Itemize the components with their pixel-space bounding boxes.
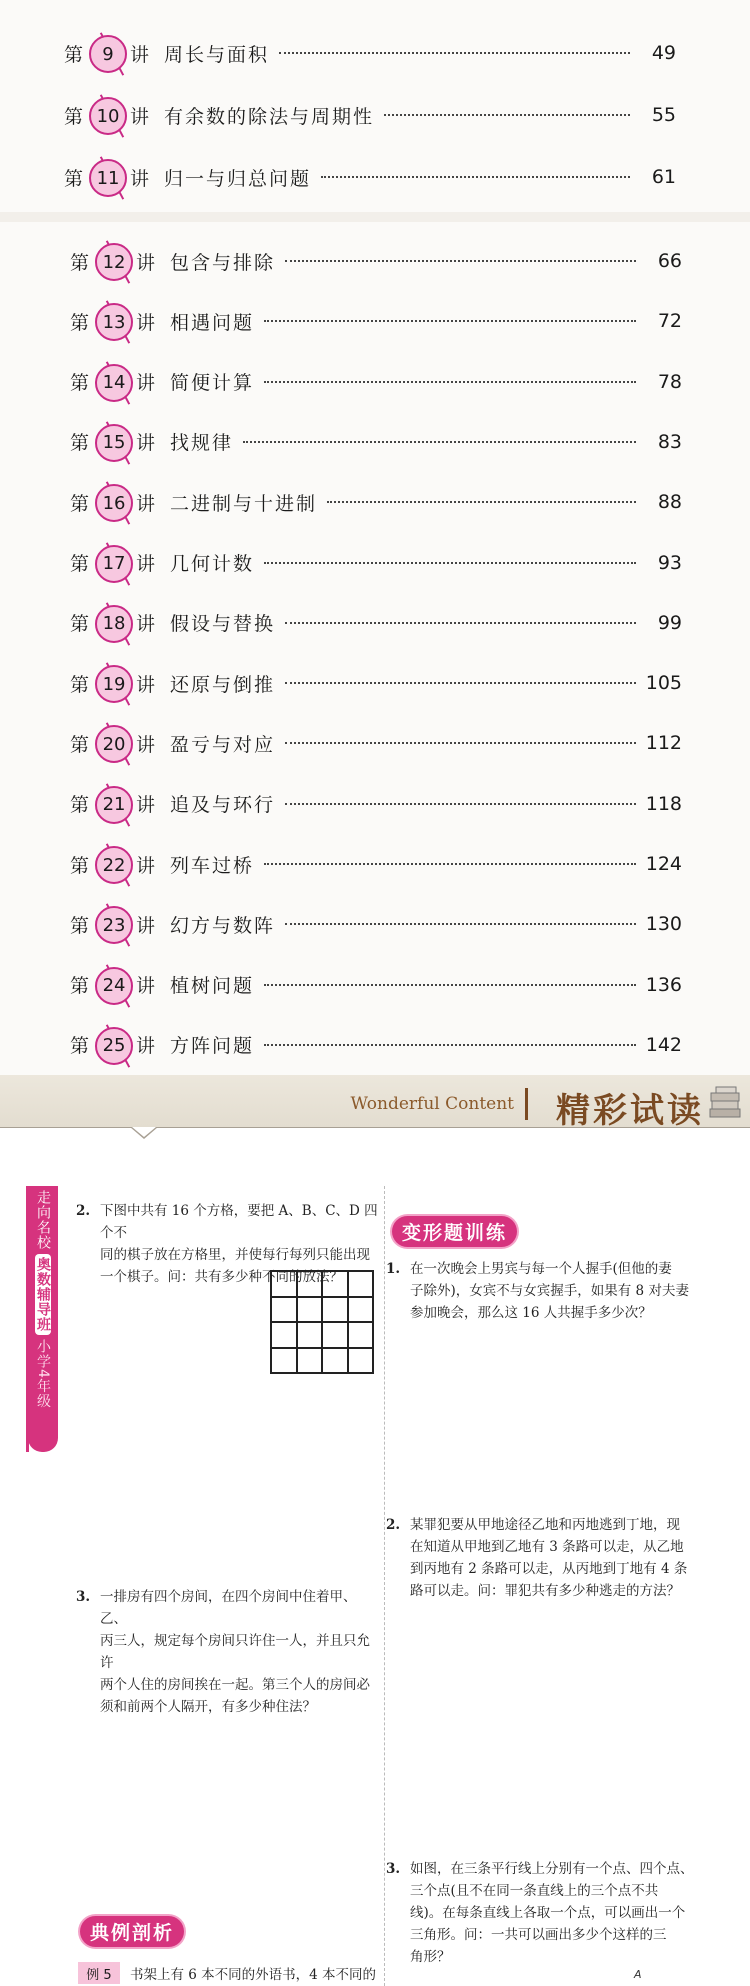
lecture-number: 18: [95, 605, 133, 643]
lecture-prefix: 第: [64, 105, 85, 128]
toc-entry: [64, 157, 676, 197]
page-number: 88: [657, 491, 682, 514]
lecture-title: 有余数的除法与周期性: [164, 105, 375, 128]
lecture-prefix: 第: [70, 553, 91, 575]
page-number: 72: [657, 310, 682, 333]
lecture-suffix: 讲: [130, 43, 151, 66]
figure-point-label: A: [634, 1968, 642, 1981]
lecture-number-badge: [93, 422, 133, 462]
lecture-title: 归一与归总问题: [164, 167, 312, 190]
lecture-number: 17: [95, 545, 133, 583]
lecture-suffix: 讲: [130, 105, 151, 128]
side-tab-grade: 小学4年级: [35, 1339, 51, 1409]
lecture-number: 16: [95, 484, 133, 522]
question-number: 3.: [76, 1589, 91, 1605]
page-number: 61: [651, 166, 676, 188]
lecture-prefix: 第: [70, 1035, 91, 1058]
leader-dots: [279, 52, 630, 54]
question-line: 到丙地有 2 条路可以走，从丙地到丁地有 4 条: [410, 1561, 688, 1577]
question-line: 丙三人，规定每个房间只许住一人，并且只允许: [100, 1633, 370, 1671]
lecture-number-badge: [87, 157, 127, 197]
leader-dots: [264, 863, 636, 865]
leader-dots: [285, 742, 636, 744]
lecture-number: 24: [95, 967, 133, 1005]
lecture-suffix: 讲: [136, 251, 157, 274]
lecture-number: 23: [95, 906, 133, 944]
leader-dots: [264, 984, 636, 986]
page-number: 66: [657, 250, 682, 272]
lecture-prefix: 第: [70, 914, 91, 937]
lecture-prefix: 第: [70, 311, 91, 334]
lecture-number: 10: [89, 97, 127, 135]
lecture-number-badge: [93, 241, 133, 281]
lecture-suffix: 讲: [136, 1035, 157, 1058]
lecture-suffix: 讲: [136, 311, 157, 334]
lecture-suffix: 讲: [136, 432, 157, 455]
lecture-prefix: 第: [70, 794, 91, 817]
question-number: 1.: [386, 1261, 401, 1277]
question-right-1: [386, 1258, 700, 1324]
leader-dots: [264, 381, 636, 383]
lecture-suffix: 讲: [136, 854, 157, 877]
lecture-number: 12: [95, 243, 133, 281]
lecture-prefix: 第: [70, 613, 91, 636]
example-label: 例 5: [78, 1962, 120, 1984]
lecture-prefix: 第: [64, 43, 85, 66]
banner-pointer-inner: [132, 1127, 156, 1137]
page-number: 142: [645, 1033, 682, 1056]
wonderful-content-banner: [0, 1075, 750, 1131]
lecture-prefix: 第: [70, 492, 91, 515]
question-line: 三个点(且不在同一条直线上的三个点不共: [410, 1883, 659, 1899]
question-line: 如图，在三条平行线上分别有一个点、四个点、: [410, 1861, 694, 1877]
toc-entry: [70, 1025, 682, 1065]
page-number: 99: [657, 611, 682, 634]
question-line: 角形？: [410, 1949, 451, 1965]
lecture-suffix: 讲: [136, 553, 157, 575]
lecture-prefix: 第: [70, 251, 91, 274]
lecture-title: 简便计算: [170, 372, 255, 395]
lecture-prefix: 第: [70, 432, 91, 455]
question-line: 在一次晚会上男宾与每一个人握手(但他的妻: [410, 1261, 672, 1277]
lecture-suffix: 讲: [136, 673, 157, 696]
question-number: 2.: [386, 1517, 401, 1533]
page-number: 55: [651, 104, 676, 126]
lecture-prefix: 第: [70, 733, 91, 756]
question-line: 在知道从甲地到乙地有 3 条路可以走，从乙地: [410, 1539, 684, 1555]
lecture-suffix: 讲: [136, 372, 157, 395]
question-right-3: [386, 1858, 700, 1968]
toc-divider: [0, 212, 750, 222]
toc-entry: [70, 844, 682, 884]
lecture-title: 幻方与数阵: [170, 914, 276, 937]
banner-english-title: Wonderful Content: [350, 1094, 514, 1114]
lecture-number: 11: [89, 159, 127, 197]
toc-entry: [70, 904, 682, 944]
lecture-suffix: 讲: [136, 492, 157, 515]
lecture-number-badge: [93, 482, 133, 522]
toc-entry: [70, 482, 682, 522]
question-line: 下图中共有 16 个方格，要把 A、B、C、D 四个不: [100, 1203, 378, 1241]
lecture-number-badge: [87, 33, 127, 73]
page-number: 124: [645, 853, 682, 875]
four-by-four-grid: [270, 1270, 374, 1374]
lecture-number: 14: [95, 364, 133, 402]
toc-entry: [70, 663, 682, 703]
toc-entry: [70, 301, 682, 341]
lecture-suffix: 讲: [136, 914, 157, 937]
question-line: 线)。在每条直线上各取一个点，可以画出一个: [410, 1905, 686, 1921]
lecture-title: 列车过桥: [170, 854, 255, 877]
toc-entry: [64, 95, 676, 135]
question-line: 参加晚会，那么这 16 人共握手多少次？: [410, 1305, 652, 1321]
lecture-number-badge: [93, 603, 133, 643]
toc-entry: [70, 422, 682, 462]
page-number: 83: [657, 430, 682, 453]
question-line: 两个人住的房间挨在一起。第三个人的房间必: [100, 1677, 370, 1693]
lecture-number-badge: [93, 965, 133, 1005]
lecture-suffix: 讲: [130, 167, 151, 190]
page-number: 78: [657, 370, 682, 393]
books-icon: [708, 1085, 742, 1121]
lecture-number: 22: [95, 846, 133, 884]
toc-entry: [70, 723, 682, 763]
lecture-number: 19: [95, 665, 133, 703]
typical-example-heading: 典例剖析: [80, 1916, 184, 1947]
question-line: 一排房有四个房间，在四个房间中住着甲、乙、: [100, 1589, 357, 1627]
question-line: 路可以走。问：罪犯共有多少种逃走的方法？: [410, 1583, 680, 1599]
lecture-title: 包含与排除: [170, 251, 276, 274]
lecture-number-badge: [93, 543, 133, 583]
question-line: 子除外)，女宾不与女宾握手，如果有 8 对夫妻: [410, 1283, 689, 1299]
leader-dots: [285, 923, 636, 925]
page-number: 112: [645, 732, 682, 755]
question-line: 一个棋子。问：共有多少种不同的放法？: [100, 1269, 343, 1285]
lecture-number: 9: [89, 35, 127, 73]
lecture-suffix: 讲: [136, 733, 157, 756]
page-number: 49: [651, 42, 676, 64]
side-tab-school: 走向名校: [35, 1190, 51, 1250]
page-number: 136: [645, 973, 682, 996]
toc-entry: [70, 603, 682, 643]
leader-dots: [285, 682, 636, 684]
page-number: 93: [657, 551, 682, 574]
lecture-title: 假设与替换: [170, 613, 276, 636]
series-side-tab: [28, 1186, 58, 1452]
leader-dots: [264, 1044, 636, 1046]
variant-training-heading: 变形题训练: [392, 1216, 517, 1247]
lecture-number: 25: [95, 1027, 133, 1065]
lecture-title: 相遇问题: [170, 311, 255, 334]
lecture-number-badge: [93, 301, 133, 341]
leader-dots: [321, 176, 630, 178]
lecture-prefix: 第: [64, 167, 85, 190]
lecture-number: 13: [95, 303, 133, 341]
banner-separator: [525, 1088, 528, 1120]
question-line: 同的棋子放在方格里，并使每行每列只能出现: [100, 1247, 370, 1263]
leader-dots: [327, 501, 636, 503]
question-right-2: [386, 1514, 700, 1602]
banner-chinese-title: 精彩试读: [556, 1091, 704, 1131]
lecture-title: 二进制与十进制: [170, 492, 318, 515]
lecture-number: 20: [95, 725, 133, 763]
leader-dots: [264, 320, 636, 322]
toc-entry: [70, 241, 682, 281]
leader-dots: [285, 803, 636, 805]
lecture-number: 21: [95, 786, 133, 824]
lecture-number-badge: [93, 663, 133, 703]
lecture-suffix: 讲: [136, 975, 157, 998]
lecture-title: 方阵问题: [170, 1035, 255, 1058]
toc-panel-bottom: [0, 222, 750, 1075]
lecture-number-badge: [93, 1025, 133, 1065]
lecture-number-badge: [93, 723, 133, 763]
question-number: 3.: [386, 1861, 401, 1877]
leader-dots: [285, 260, 636, 262]
lecture-title: 周长与面积: [164, 43, 270, 66]
lecture-prefix: 第: [70, 854, 91, 877]
lecture-number-badge: [93, 844, 133, 884]
lecture-number-badge: [93, 362, 133, 402]
lecture-number-badge: [93, 904, 133, 944]
lecture-number: 15: [95, 424, 133, 462]
lecture-title: 找规律: [170, 432, 234, 455]
example-text: 书架上有 6 本不同的外语书，4 本不同的: [130, 1967, 377, 1983]
side-tab-class: 奥数辅导班: [35, 1254, 51, 1335]
lecture-number-badge: [93, 784, 133, 824]
question-line: 三角形。问：一共可以画出多少个这样的三: [410, 1927, 667, 1943]
lecture-title: 追及与环行: [170, 794, 276, 817]
page-number: 118: [645, 792, 682, 815]
lecture-title: 几何计数: [170, 553, 255, 575]
question-number: 2.: [76, 1203, 91, 1219]
lecture-prefix: 第: [70, 673, 91, 696]
leader-dots: [264, 562, 636, 564]
question-left-3: [76, 1586, 380, 1718]
lecture-title: 植树问题: [170, 975, 255, 998]
question-line: 某罪犯要从甲地途径乙地和丙地逃到丁地，现: [410, 1517, 680, 1533]
lecture-suffix: 讲: [136, 794, 157, 817]
leader-dots: [243, 441, 636, 443]
lecture-suffix: 讲: [136, 613, 157, 636]
page-number: 130: [645, 913, 682, 936]
toc-entry: [70, 362, 682, 402]
leader-dots: [285, 622, 636, 624]
toc-entry: [70, 965, 682, 1005]
lecture-prefix: 第: [70, 975, 91, 998]
leader-dots: [384, 114, 630, 116]
toc-entry: [70, 784, 682, 824]
page-number: 105: [645, 672, 682, 695]
lecture-number-badge: [87, 95, 127, 135]
toc-entry: [70, 543, 682, 583]
toc-entry: [64, 33, 676, 73]
lecture-prefix: 第: [70, 372, 91, 395]
question-line: 须和前两个人隔开，有多少种住法？: [100, 1699, 316, 1715]
lecture-title: 盈亏与对应: [170, 733, 276, 756]
lecture-title: 还原与倒推: [170, 673, 276, 696]
